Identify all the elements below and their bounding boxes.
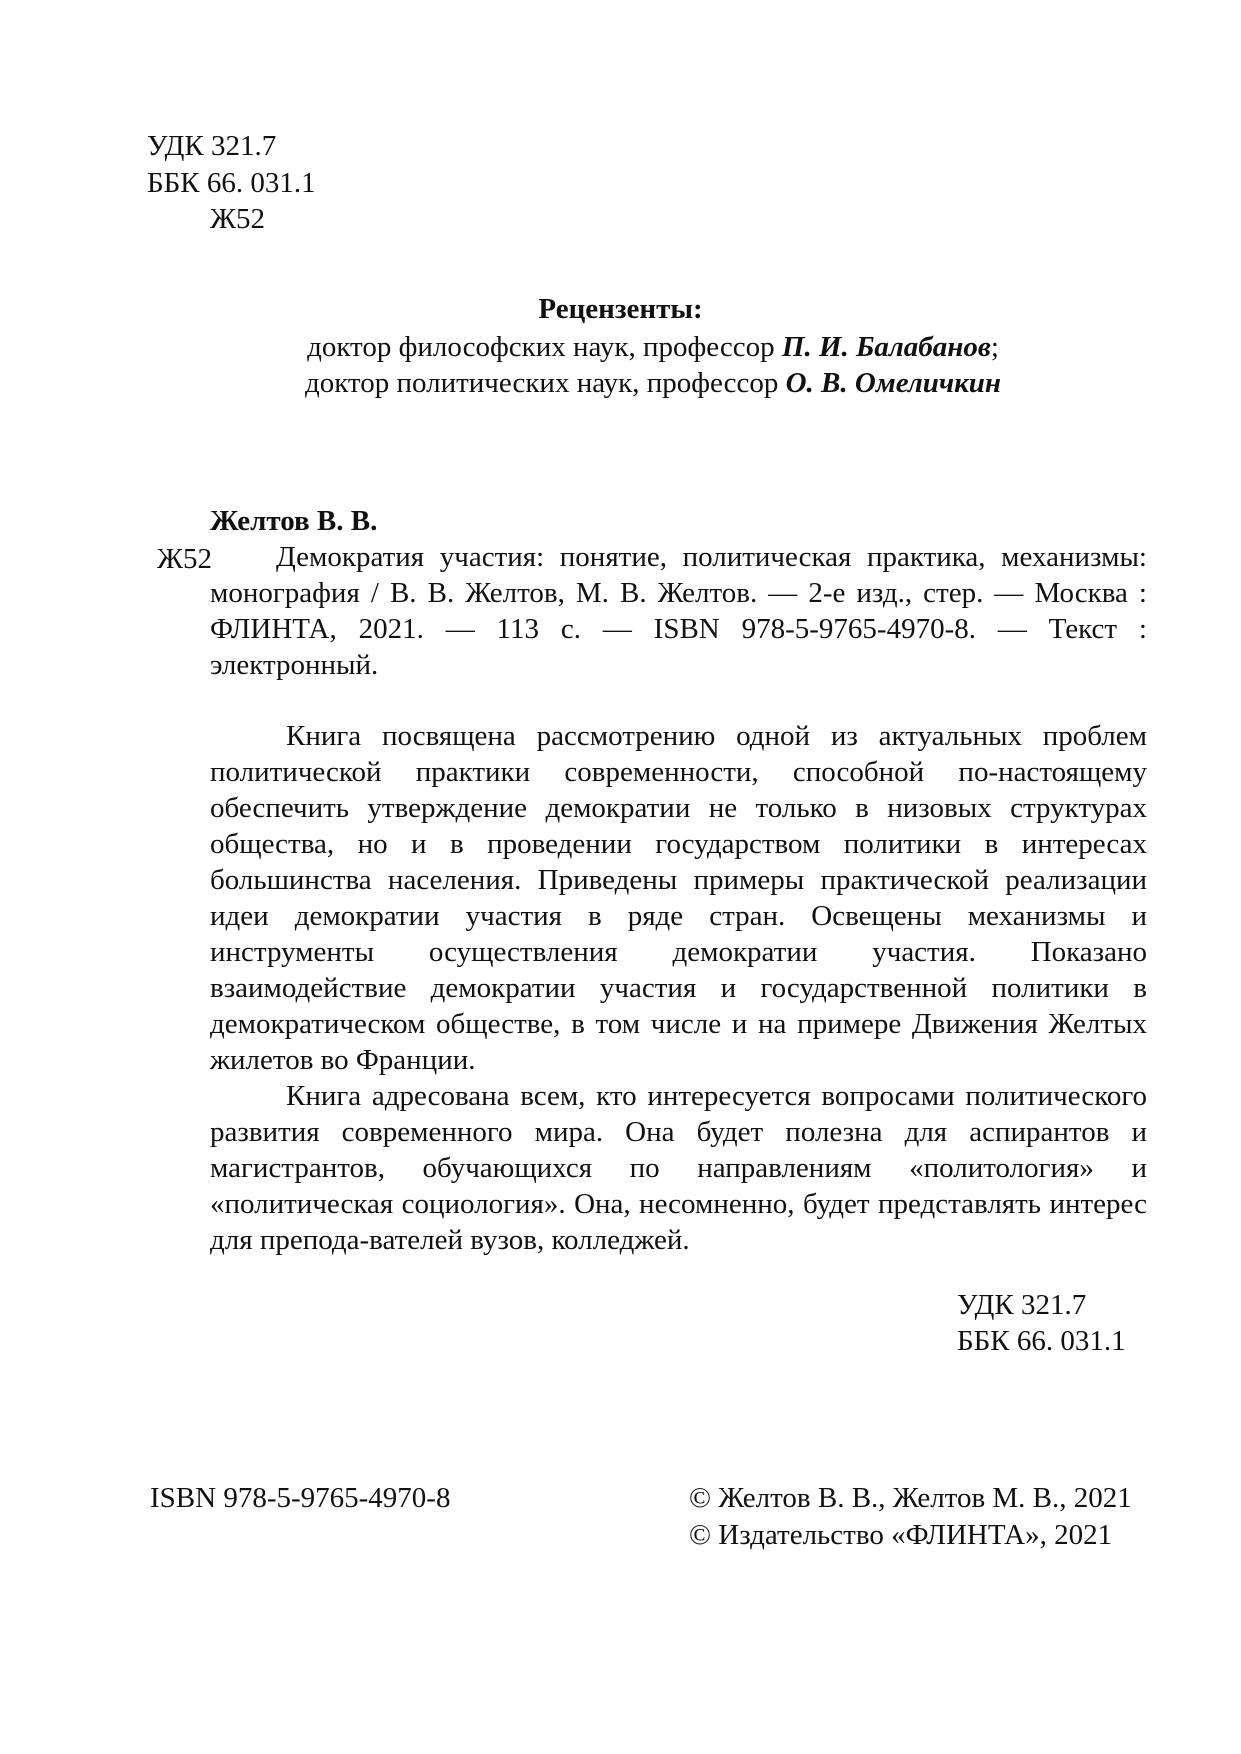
reviewer-line [0, 329, 1241, 365]
reviewers-title: Рецензенты: [538, 293, 703, 325]
author-mark: Ж52 [210, 203, 265, 235]
book-author: Желтов В. В. [210, 505, 378, 537]
udk-code: УДК 321.7 [957, 1289, 1087, 1321]
reviewer-suffix: ; [990, 331, 999, 363]
copyright-line: © Издательство «ФЛИНТА», 2021 [689, 1519, 1113, 1551]
bbk-code: ББК 66. 031.1 [957, 1325, 1126, 1357]
reviewer-position: доктор философских наук, профессор [307, 331, 782, 363]
bbk-code: ББК 66. 031.1 [147, 167, 316, 199]
udk-code: УДК 321.7 [147, 130, 277, 162]
reviewer-name: О. В. Омеличкин [785, 367, 1002, 399]
annotation-paragraph: Книга посвящена рассмотрению одной из актуальных проблем политической практики современности, способной по-настоящему обеспечить утверждение демократии не только в низовых структурах общества, но и в проведении государством политики в интересах большинства населения. Приведены примеры практической реализации идеи демократии участия в ряде стран. Освещены механизмы и инструменты осуществления демократии участия. Показано взаимодействие демократии участия и государственной политики в демократическом обществе, в том числе и на примере Движения Желтых жилетов во Франции. [210, 720, 1147, 1076]
annotation-paragraph: Книга адресована всем, кто интересуется вопросами политического развития современного мира. Она будет полезна для аспирантов и магистрантов, обучающихся по направлениям «политология» и «политическая социология». Она, несомненно, будет представлять интерес для препода-вателей вузов, колледжей. [210, 1080, 1147, 1256]
annotation [210, 718, 1147, 1258]
reviewer-position: доктор политических наук, профессор [304, 367, 786, 399]
copyright-line: © Желтов В. В., Желтов М. В., 2021 [689, 1482, 1132, 1514]
reviewer-line [0, 365, 1241, 401]
reviewer-name: П. И. Балабанов [781, 331, 991, 363]
bibliographic-description: Демократия участия: понятие, политическая практика, механизмы: монография / В. В. Желтов, М. В. Желтов. — 2-е изд., стер. — Москва : ФЛИНТА, 2021. — 113 с. — ISBN 978-5-9765-4970-8. — Текст : электронный. [210, 541, 1147, 681]
isbn: ISBN 978-5-9765-4970-8 [150, 1482, 451, 1514]
author-mark: Ж52 [157, 543, 212, 575]
